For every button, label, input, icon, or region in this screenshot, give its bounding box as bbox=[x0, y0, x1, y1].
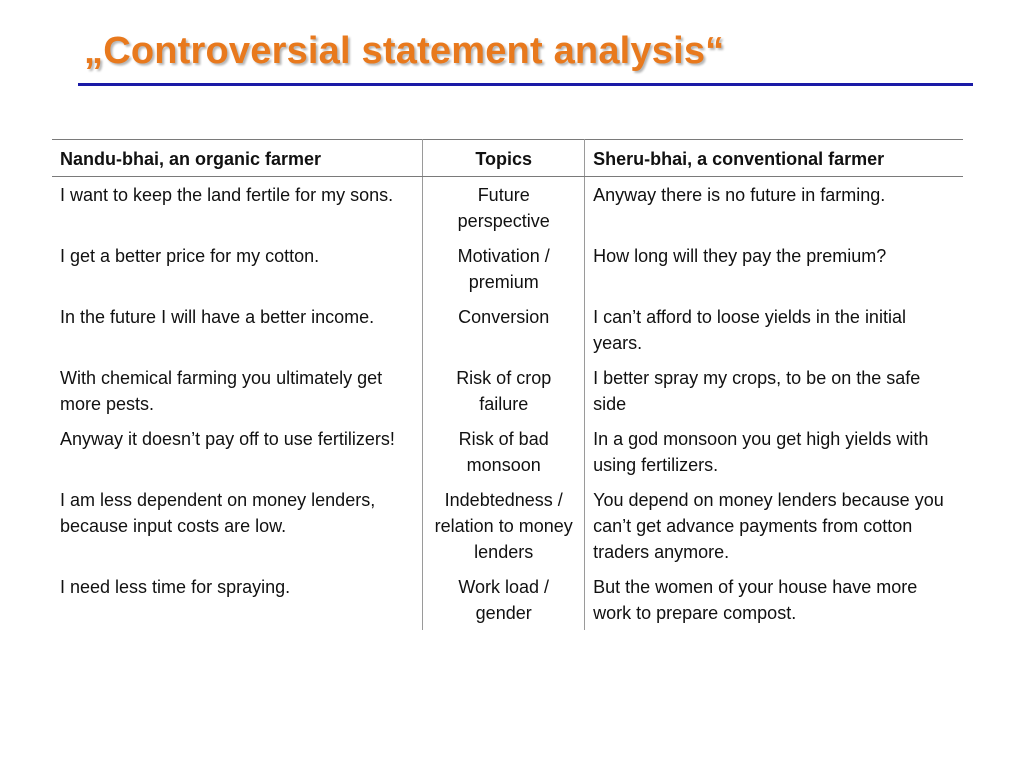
organic-statement: I want to keep the land fertile for my sons. bbox=[52, 177, 423, 239]
table-header-row bbox=[52, 140, 963, 177]
table-row bbox=[52, 299, 963, 360]
organic-statement: Anyway it doesn’t pay off to use fertilizers! bbox=[52, 421, 423, 482]
organic-statement: In the future I will have a better income. bbox=[52, 299, 423, 360]
topic-cell: Motivation / premium bbox=[423, 238, 585, 299]
header-topics: Topics bbox=[423, 140, 585, 177]
conventional-statement: You depend on money lenders because you can’t get advance payments from cotton traders anymore. bbox=[593, 490, 944, 562]
topic-cell: Indebtedness / relation to money lenders bbox=[423, 482, 585, 569]
topic-cell: Risk of bad monsoon bbox=[423, 421, 585, 482]
statement-table bbox=[52, 139, 963, 630]
topic-cell: Future perspective bbox=[423, 177, 585, 239]
conventional-statement: Anyway there is no future in farming. bbox=[593, 185, 886, 205]
conventional-statement: I can’t afford to loose yields in the initial years. bbox=[593, 307, 906, 353]
conventional-statement: How long will they pay the premium? bbox=[593, 246, 887, 266]
conventional-statement: In a god monsoon you get high yields with using fertilizers. bbox=[593, 429, 929, 475]
topic-cell: Risk of crop failure bbox=[423, 360, 585, 421]
table-row bbox=[52, 177, 963, 239]
conventional-statement: But the women of your house have more work to prepare compost. bbox=[593, 577, 918, 623]
table-row bbox=[52, 482, 963, 569]
organic-statement: I get a better price for my cotton. bbox=[52, 238, 423, 299]
table-row bbox=[52, 360, 963, 421]
topic-cell: Conversion bbox=[423, 299, 585, 360]
slide-title: „Controversial statement analysis“ bbox=[84, 30, 725, 72]
title-underline bbox=[78, 83, 973, 86]
table-row bbox=[52, 569, 963, 630]
organic-statement: I need less time for spraying. bbox=[52, 569, 423, 630]
topic-cell: Work load / gender bbox=[423, 569, 585, 630]
header-conventional-farmer: Sheru-bhai, a conventional farmer bbox=[585, 140, 963, 177]
organic-statement: With chemical farming you ultimately get more pests. bbox=[52, 360, 423, 421]
table-row bbox=[52, 421, 963, 482]
table-row bbox=[52, 238, 963, 299]
organic-statement: I am less dependent on money lenders, because input costs are low. bbox=[52, 482, 423, 569]
header-organic-farmer: Nandu-bhai, an organic farmer bbox=[52, 140, 423, 177]
conventional-statement: I better spray my crops, to be on the safe side bbox=[593, 368, 921, 414]
